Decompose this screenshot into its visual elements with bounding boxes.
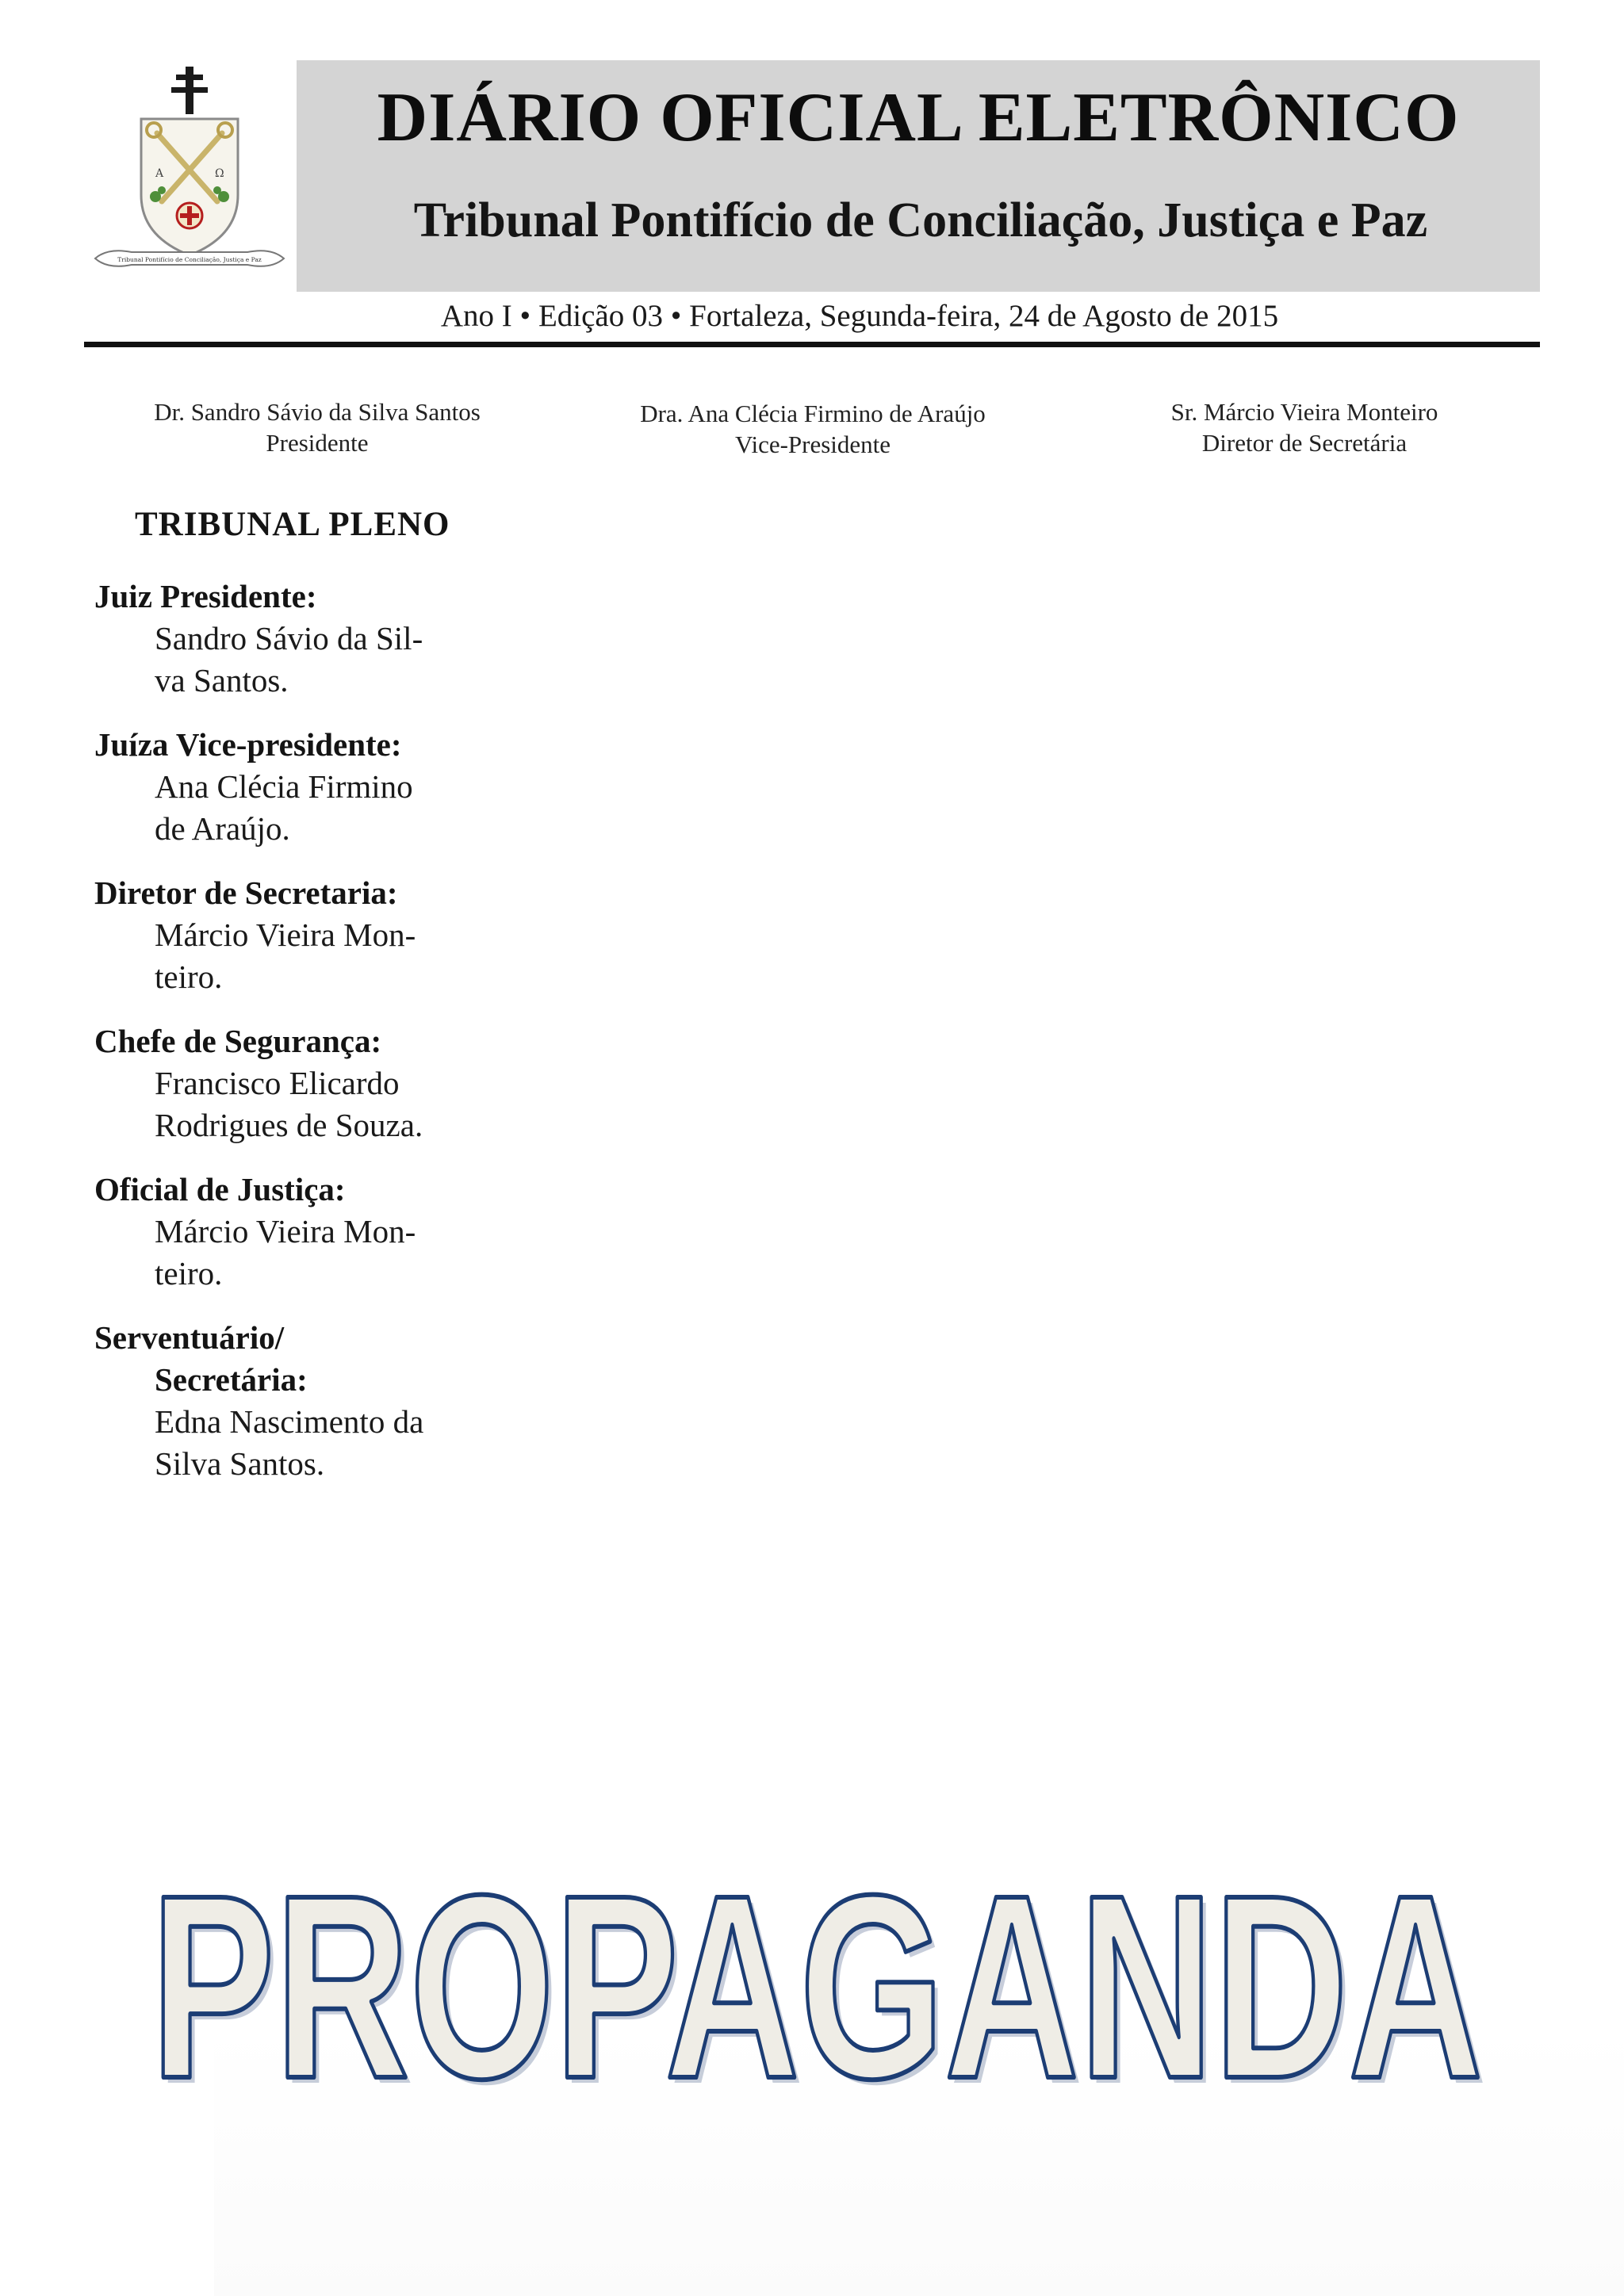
staff-role: Oficial de Justiça: [94,1171,346,1207]
staff-entry [94,576,475,702]
official-name: Dr. Sandro Sávio da Silva Santos [154,398,481,426]
official-director [1102,396,1507,458]
coat-of-arms-icon [84,60,297,292]
title-band [297,60,1540,292]
official-name: Sr. Márcio Vieira Monteiro [1170,398,1438,426]
coat-of-arms-logo [84,60,297,292]
page-title: DIÁRIO OFICIAL ELETRÔNICO [377,79,1460,156]
masthead [84,60,1540,292]
banner-shadow: PROPAGANDA [155,1846,1488,2093]
staff-role: Chefe de Segurança: [94,1023,382,1059]
section-heading: TRIBUNAL PLENO [135,506,450,543]
logo-ribbon-text: Tribunal Pontifício de Conciliação, Justiça e Paz [117,256,262,263]
staff-role: Diretor de Secretaria: [94,874,398,911]
header-rule [84,342,1540,347]
official-name: Dra. Ana Clécia Firmino de Araújo [640,400,986,427]
logo-omega: Ω [215,167,224,180]
staff-role-line: Serventuário/ [94,1319,285,1356]
page-subtitle: Tribunal Pontifício de Conciliação, Justiça e Paz [413,193,1428,247]
staff-name: Márcio Vieira Mon- teiro. [155,1213,416,1292]
staff-role-continued: Secretária: [155,1361,308,1398]
staff-name: Edna Nascimento da Silva Santos. [155,1403,424,1482]
staff-entry [94,724,475,850]
official-vice-president [611,398,1015,460]
official-president [119,396,515,458]
staff-role: Juiz Presidente: [94,578,317,614]
staff-role [94,1317,475,1401]
official-role: Vice-Presidente [734,430,891,458]
staff-name: Francisco Elicardo Rodrigues de Souza. [155,1065,423,1143]
official-role: Presidente [266,429,369,457]
staff-entry [94,1317,475,1485]
logo-alpha: A [155,167,164,180]
official-role: Diretor de Secretária [1201,429,1408,457]
staff-entry [94,1169,475,1295]
staff-entry [94,1020,475,1146]
propaganda-banner [143,1760,1491,2093]
staff-role: Juíza Vice-presidente: [94,726,402,763]
staff-name: Sandro Sávio da Sil- va Santos. [155,620,423,698]
staff-entry [94,872,475,998]
banner-text: PROPAGANDA [151,1840,1483,2093]
edition-line: Ano I • Edição 03 • Fortaleza, Segunda-feira, 24 de Agosto de 2015 [440,299,1279,333]
staff-name: Ana Clécia Firmino de Araújo. [155,768,413,847]
staff-name: Márcio Vieira Mon- teiro. [155,916,416,995]
staff-list [94,576,475,1507]
